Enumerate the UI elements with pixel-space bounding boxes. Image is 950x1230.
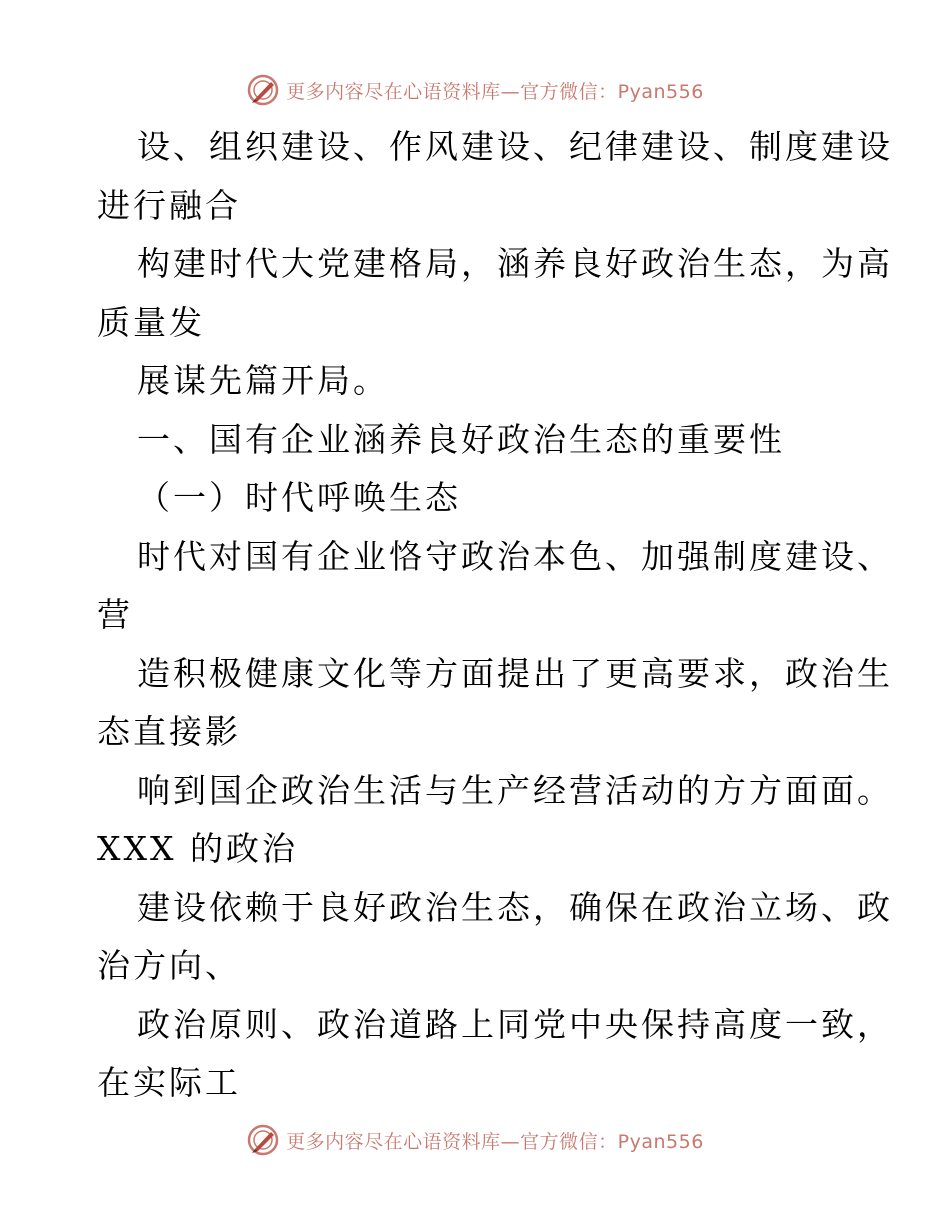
text-line: 设、组织建设、作风建设、纪律建设、制度建设 bbox=[137, 127, 893, 166]
text-line: 质量发 bbox=[97, 302, 205, 342]
text-line: 展谋先篇开局。 bbox=[137, 361, 389, 400]
text-line: 进行融合 bbox=[97, 185, 241, 225]
watermark-text: 更多内容尽在心语资料库—官方微信：Pyan556 bbox=[286, 80, 704, 103]
footer-watermark bbox=[0, 1120, 950, 1160]
text-line: XXX 的政治 bbox=[97, 829, 298, 868]
text-line: 政治原则、政治道路上同党中央保持高度一致， bbox=[137, 1004, 893, 1044]
pen-seal-icon bbox=[246, 1123, 280, 1157]
text-line: 构建时代大党建格局，涵养良好政治生态，为高 bbox=[137, 244, 893, 283]
text-line: 在实际工 bbox=[97, 1063, 241, 1102]
text-line: 造积极健康文化等方面提出了更高要求，政治生 bbox=[137, 653, 893, 693]
text-line: 响到国企政治生活与生产经营活动的方方面面。 bbox=[137, 770, 893, 810]
text-line: 态直接影 bbox=[97, 712, 241, 751]
pen-seal-icon bbox=[246, 73, 280, 107]
text-line: 营 bbox=[97, 595, 133, 634]
text-line: 时代对国有企业恪守政治本色、加强制度建设、 bbox=[137, 536, 893, 576]
text-line: 治方向、 bbox=[97, 946, 241, 985]
text-line: 建设依赖于良好政治生态，确保在政治立场、政 bbox=[137, 887, 893, 927]
watermark-text: 更多内容尽在心语资料库—官方微信：Pyan556 bbox=[286, 1130, 704, 1153]
header-watermark bbox=[0, 70, 950, 110]
document-body bbox=[97, 118, 893, 1113]
subsection-heading: （一）时代呼唤生态 bbox=[137, 478, 461, 517]
section-heading: 一、国有企业涵养良好政治生态的重要性 bbox=[137, 419, 785, 459]
